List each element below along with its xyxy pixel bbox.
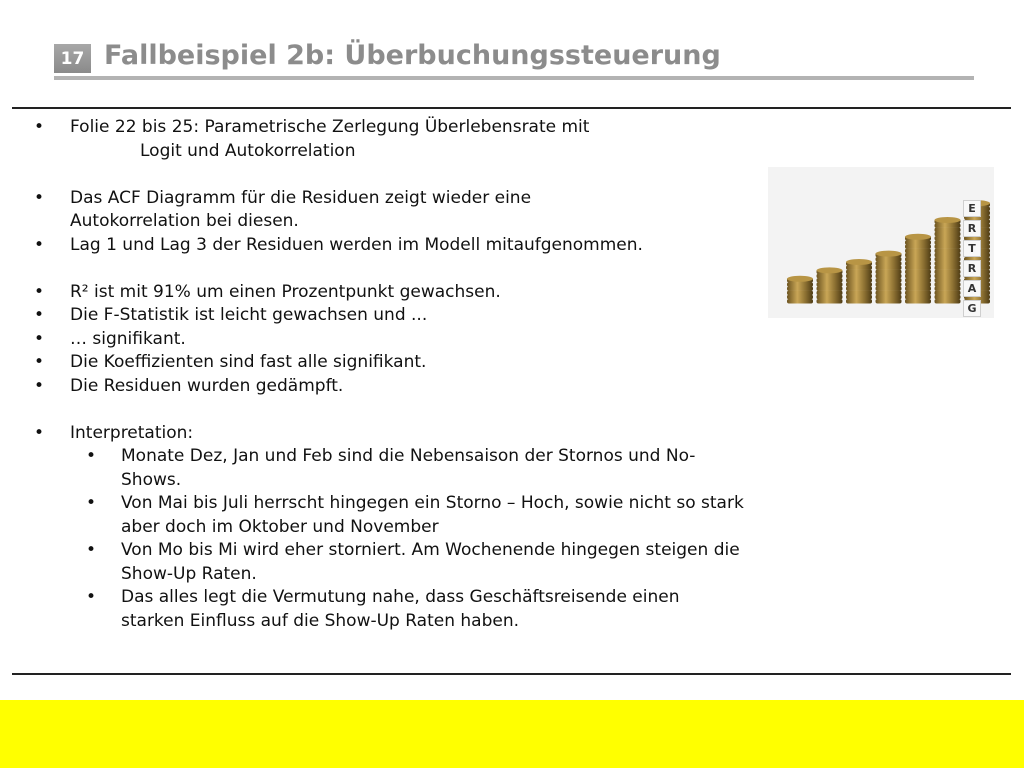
slide-body: [32, 116, 762, 633]
bullet-text: R² ist mit 91% um einen Prozentpunkt gewachsen.: [70, 281, 501, 302]
letter-tile: E: [963, 200, 981, 217]
coin-stack: [817, 267, 843, 303]
bullet-item: [32, 422, 762, 446]
bullet-text: Lag 1 und Lag 3 der Residuen werden im Modell mitaufgenommen.: [70, 234, 643, 255]
coin-stacks-image: [768, 167, 994, 318]
letter-tile: G: [963, 300, 981, 317]
bullet-icon: •: [86, 446, 97, 466]
bullet-text: Das ACF Diagramm für die Residuen zeigt wieder eine Autokorrelation bei diesen.: [70, 187, 532, 231]
bullet-icon: •: [34, 422, 45, 443]
letter-tile: T: [963, 240, 981, 257]
coin-stacks-illustration: [768, 167, 994, 318]
bullet-icon: •: [86, 493, 97, 513]
bullet-text: … signifikant.: [70, 328, 186, 349]
bullet-text: Folie 22 bis 25: Parametrische Zerlegung Überlebensrate mit: [70, 117, 590, 137]
coin-stack: [935, 217, 961, 304]
bullet-text: Interpretation:: [70, 422, 194, 443]
coin-stack: [905, 234, 931, 304]
sub-bullet-text: Von Mai bis Juli herrscht hingegen ein Storno – Hoch, sowie nicht so stark aber doch im Oktober und November: [121, 493, 744, 537]
bullet-item: [32, 304, 762, 328]
bullet-text: Die Koeffizienten sind fast alle signifikant.: [70, 352, 427, 372]
bullet-text: Die F-Statistik ist leicht gewachsen und ...: [70, 305, 428, 325]
coin-stack: [876, 251, 902, 304]
bullet-icon: •: [86, 587, 97, 607]
bullet-item: [32, 116, 762, 140]
sub-bullet-text: Monate Dez, Jan und Feb sind die Nebensaison der Stornos und No-Shows.: [121, 446, 696, 490]
bullet-item: [32, 187, 762, 234]
slide-title: Fallbeispiel 2b: Überbuchungssteuerung: [104, 40, 721, 71]
sub-bullet-item: [84, 586, 762, 633]
bullet-icon: •: [34, 187, 45, 208]
bullet-item: [32, 281, 762, 305]
bullet-icon: •: [34, 117, 45, 137]
top-divider: [12, 107, 1011, 109]
sub-bullet-text: Von Mo bis Mi wird eher storniert. Am Wochenende hingegen steigen die Show-Up Raten.: [121, 540, 740, 584]
bullet-icon: •: [34, 234, 45, 255]
sub-bullet-item: [84, 445, 762, 492]
bullet-icon: •: [34, 305, 45, 325]
bottom-divider: [12, 673, 1011, 675]
letter-tile: A: [963, 280, 981, 297]
bullet-item: [32, 328, 762, 352]
bullet-icon: •: [86, 540, 97, 560]
bullet-icon: •: [34, 281, 45, 302]
letter-tile: R: [963, 220, 981, 237]
bullet-item: [32, 375, 762, 399]
sub-bullet-item: [84, 492, 762, 539]
coin-stack: [787, 276, 813, 304]
letter-tile: R: [963, 260, 981, 277]
bullet-item: [32, 234, 762, 258]
footer-bar: [0, 700, 1024, 768]
bullet-icon: •: [34, 328, 45, 349]
sub-bullet-item: [84, 539, 762, 586]
slide-number-badge: 17: [54, 44, 91, 73]
bullet-icon: •: [34, 375, 45, 396]
coin-stack: [846, 259, 872, 304]
bullet-text: Die Residuen wurden gedämpft.: [70, 375, 344, 396]
sub-bullet-text: Das alles legt die Vermutung nahe, dass Geschäftsreisende einen starken Einfluss auf die Show-Up Raten haben.: [121, 587, 680, 631]
bullet-item: [32, 351, 762, 375]
bullet-continuation: Logit und Autokorrelation: [140, 140, 356, 161]
title-underline: [54, 76, 974, 80]
bullet-icon: •: [34, 352, 45, 372]
